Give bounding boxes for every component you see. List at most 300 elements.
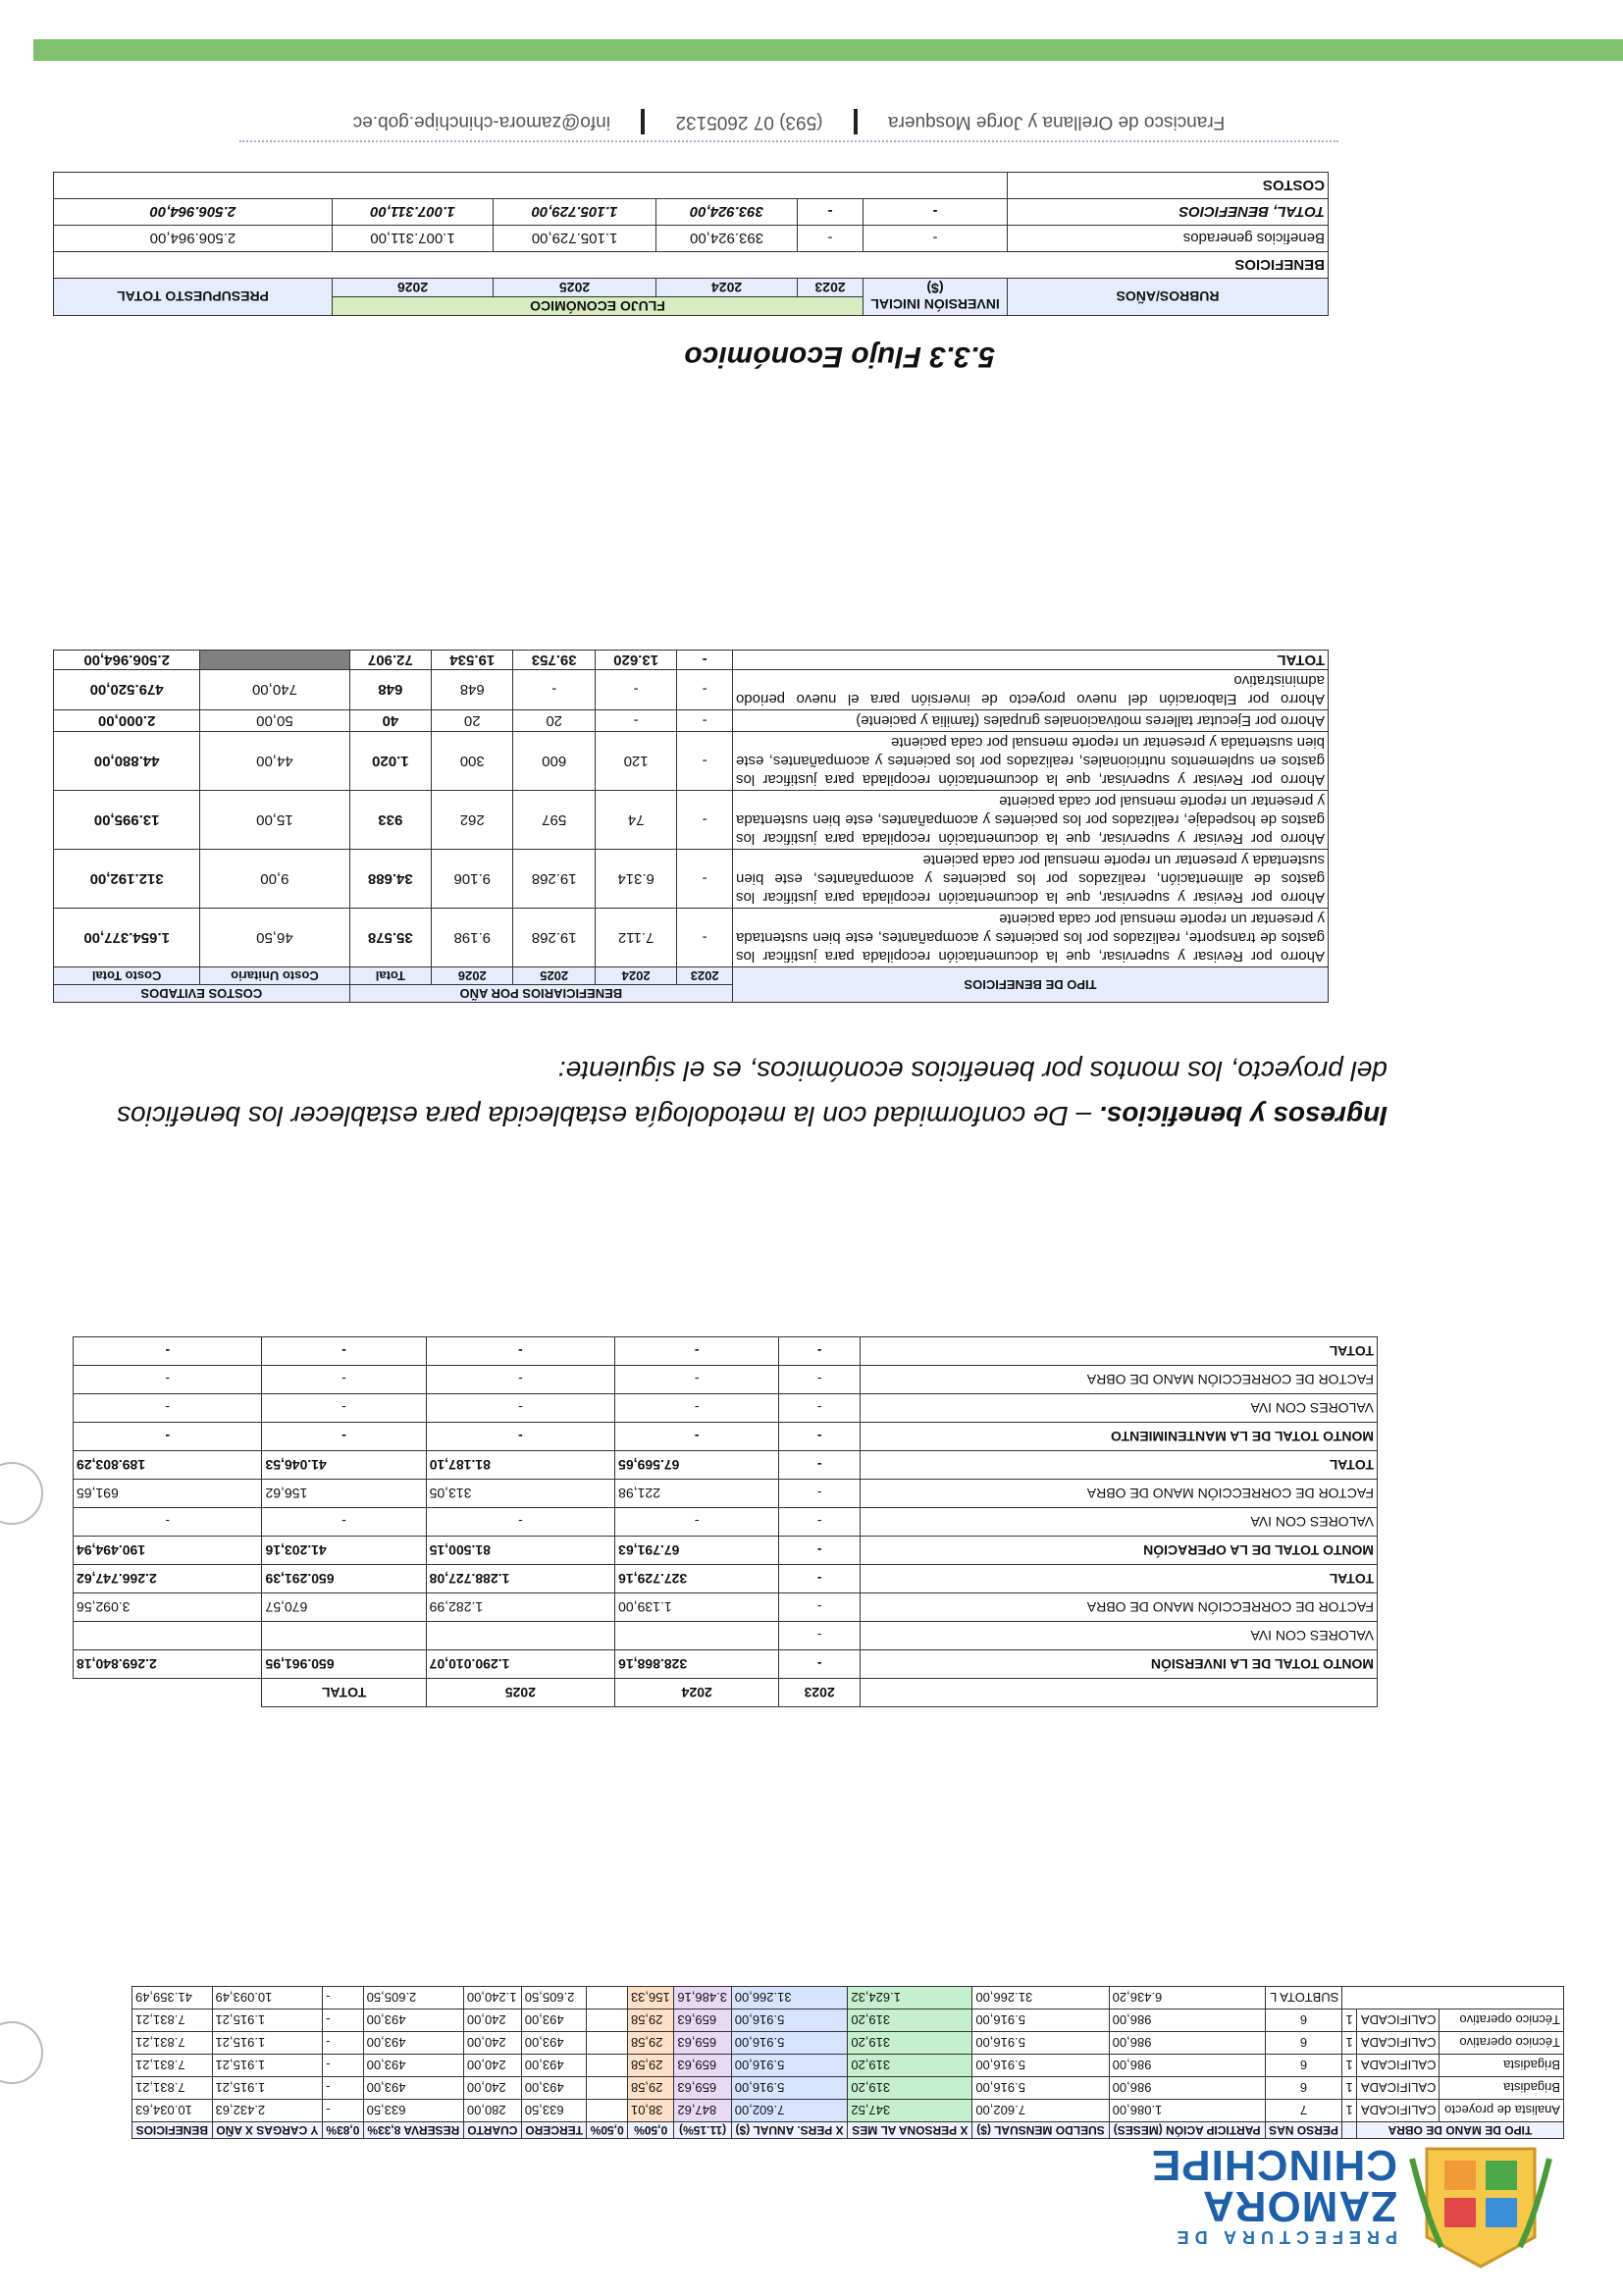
table-row bbox=[54, 199, 1329, 226]
salary-cell: Brigadista bbox=[1440, 2055, 1564, 2077]
investment-header-cell: 2025 bbox=[426, 1679, 614, 1707]
investment-cell: - bbox=[426, 1394, 614, 1423]
table-row bbox=[132, 2009, 1564, 2032]
benefit-cell: - bbox=[677, 710, 733, 732]
investment-cell: - bbox=[74, 1337, 262, 1366]
table-row bbox=[54, 710, 1329, 732]
total-row bbox=[54, 651, 1329, 670]
investment-cell: - bbox=[779, 1508, 861, 1537]
salary-cell: 493,00 bbox=[521, 2009, 587, 2032]
salary-cell: 5.916,00 bbox=[972, 2055, 1109, 2077]
salary-cell: 1.915,21 bbox=[212, 2077, 323, 2100]
brand-prefix: PREFECTURA DE bbox=[1171, 2227, 1397, 2247]
investment-cell: - bbox=[262, 1423, 426, 1451]
salary-cell: CALIFICADA bbox=[1356, 2032, 1440, 2055]
investment-cell: - bbox=[426, 1337, 614, 1366]
benefit-cell: 2.000,00 bbox=[54, 710, 200, 732]
investment-cell: - bbox=[262, 1394, 426, 1423]
salary-cell: 6 bbox=[1265, 2077, 1342, 2100]
salary-cell: 986,00 bbox=[1109, 2077, 1265, 2100]
benefit-cell: 300 bbox=[432, 732, 513, 791]
salary-cell: 847,62 bbox=[674, 2100, 731, 2122]
benefit-cell: 44,00 bbox=[200, 732, 349, 791]
salary-cell: 319,20 bbox=[848, 2032, 972, 2055]
salary-cell: CALIFICADA bbox=[1356, 2055, 1440, 2077]
salary-cell: 1 bbox=[1342, 2077, 1356, 2100]
investment-label: FACTOR DE CORRECCIÓN MANO DE OBRA bbox=[861, 1593, 1378, 1622]
flow-cell: - bbox=[864, 199, 1008, 226]
section-row bbox=[54, 173, 1329, 199]
salary-cell: Analista de proyecto bbox=[1440, 2100, 1564, 2122]
salary-cell bbox=[1342, 1987, 1564, 2009]
salary-cell: CALIFICADA bbox=[1356, 2077, 1440, 2100]
benefit-cell: - bbox=[677, 732, 733, 791]
benefit-cell: - bbox=[513, 670, 595, 710]
footer-address: Francisco de Orellana y Jorge Mosquera bbox=[888, 111, 1226, 132]
paragraph-text: – De conformidad con la metodología establecida para establecer los beneficios del proyecto, los montos por beneficios económicos, es el siguiente: bbox=[117, 1056, 1387, 1131]
salary-cell: 319,20 bbox=[848, 2055, 972, 2077]
investment-cell: - bbox=[615, 1423, 779, 1451]
salary-header-cell bbox=[1342, 2122, 1356, 2139]
benefit-cell: 1.020 bbox=[349, 732, 431, 791]
salary-cell: 986,00 bbox=[1109, 2032, 1265, 2055]
salary-cell: CALIFICADA bbox=[1356, 2100, 1440, 2122]
investment-label: FACTOR DE CORRECCIÓN MANO DE OBRA bbox=[861, 1480, 1378, 1508]
benefit-cell: 648 bbox=[349, 670, 431, 710]
benefit-cell: 50,00 bbox=[200, 710, 349, 732]
benefit-cell: 9.106 bbox=[432, 850, 513, 909]
investment-cell: - bbox=[615, 1337, 779, 1366]
investment-cell: - bbox=[615, 1394, 779, 1423]
flow-cell: 393.924,00 bbox=[656, 226, 798, 252]
salary-cell: 493,00 bbox=[363, 2077, 463, 2100]
investment-label: VALORES CON IVA bbox=[861, 1622, 1378, 1650]
salary-cell: 240,00 bbox=[463, 2055, 521, 2077]
investment-cell: - bbox=[779, 1480, 861, 1508]
flow-cell: 2.506.964,00 bbox=[54, 226, 333, 252]
flow-cell: 1.105.729,00 bbox=[494, 226, 656, 252]
investment-cell: 691,65 bbox=[74, 1480, 262, 1508]
footer-phone: (593) 07 2605132 bbox=[675, 111, 823, 132]
benefit-cell: - bbox=[595, 670, 676, 710]
table-row bbox=[132, 2100, 1564, 2122]
salary-cell: 493,00 bbox=[521, 2077, 587, 2100]
salary-header-cell: X PERS. ANUAL ($) bbox=[731, 2122, 848, 2139]
investment-cell: - bbox=[779, 1650, 861, 1679]
subtotal-cell: 1.240,00 bbox=[463, 1987, 521, 2009]
investment-cell: 1.288.727,08 bbox=[426, 1565, 614, 1593]
salary-cell: 5.916,00 bbox=[972, 2009, 1109, 2032]
investment-label: MONTO TOTAL DE LA OPERACIÓN bbox=[861, 1537, 1378, 1565]
investment-header-cell: 2023 bbox=[779, 1679, 861, 1707]
benefit-description: Ahorro por Revisar y supervisar, que la documentación recopilada para justificar los gastos de transporte, realizados por los pacientes y acompañantes, este bien sustentada y presentar un reporte mensual por cada paciente bbox=[733, 909, 1329, 967]
salary-cell: 240,00 bbox=[463, 2032, 521, 2055]
salary-cell: 7 bbox=[1265, 2100, 1342, 2122]
salary-cell: 493,00 bbox=[363, 2055, 463, 2077]
benefit-cell: 34.688 bbox=[349, 850, 431, 909]
investment-cell: - bbox=[779, 1622, 861, 1650]
table-row bbox=[74, 1537, 1378, 1565]
salary-cell: 7.831,21 bbox=[132, 2032, 213, 2055]
salary-header-cell: 0,50% bbox=[587, 2122, 628, 2139]
flow-section-label: BENEFICIOS bbox=[54, 252, 1329, 279]
benefit-total-cell: - bbox=[677, 651, 733, 670]
table-row bbox=[132, 2055, 1564, 2077]
subtotal-cell: 6.436,20 bbox=[1109, 1987, 1265, 2009]
salary-cell: 1.915,21 bbox=[212, 2009, 323, 2032]
subtotal-cell: 31.266,00 bbox=[972, 1987, 1109, 2009]
investment-cell: - bbox=[779, 1423, 861, 1451]
investment-cell: 650.961,95 bbox=[262, 1650, 426, 1679]
salary-cell: 240,00 bbox=[463, 2077, 521, 2100]
investment-label: FACTOR DE CORRECCIÓN MANO DE OBRA bbox=[861, 1366, 1378, 1394]
flow-table bbox=[53, 172, 1329, 316]
salary-cell: 7.831,21 bbox=[132, 2077, 213, 2100]
investment-label: TOTAL bbox=[861, 1337, 1378, 1366]
investment-cell: - bbox=[426, 1366, 614, 1394]
investment-label: TOTAL bbox=[861, 1451, 1378, 1480]
salary-cell: 659,63 bbox=[674, 2055, 731, 2077]
salary-cell: 7.602,00 bbox=[731, 2100, 848, 2122]
header-beneficiarios: BENEFICIARIOS POR AÑO bbox=[349, 985, 732, 1003]
subtotal-cell: 3.486,16 bbox=[674, 1987, 731, 2009]
benefits-subheader: Costo Unitario bbox=[200, 967, 349, 985]
salary-cell: - bbox=[323, 2077, 364, 2100]
benefit-description: Ahorro por Elaboración del nuevo proyecto de inversión para el nuevo periodo administrativo bbox=[733, 670, 1329, 710]
flow-year: 2025 bbox=[494, 279, 656, 297]
investment-cell: 327.729,16 bbox=[615, 1565, 779, 1593]
salary-cell: 1 bbox=[1342, 2055, 1356, 2077]
benefit-total-cell bbox=[200, 651, 349, 670]
investment-cell: - bbox=[74, 1508, 262, 1537]
salary-cell: 1.086,00 bbox=[1109, 2100, 1265, 2122]
salary-cell: 633,50 bbox=[363, 2100, 463, 2122]
investment-cell: - bbox=[262, 1508, 426, 1537]
investment-cell: 313,05 bbox=[426, 1480, 614, 1508]
salary-cell: 633,50 bbox=[521, 2100, 587, 2122]
salary-cell: 240,00 bbox=[463, 2009, 521, 2032]
table-row bbox=[74, 1480, 1378, 1508]
salary-cell: 5.916,00 bbox=[731, 2009, 848, 2032]
header-flujo: FLUJO ECONÓMICO bbox=[332, 297, 863, 316]
benefit-description: Ahorro por Revisar y supervisar, que la documentación recopilada para justificar los gastos de hospedaje, realizados por los pacientes y acompañantes, este bien sustentada y presentar un reporte mensual por cada paciente bbox=[733, 791, 1329, 850]
investment-cell: - bbox=[615, 1366, 779, 1394]
salary-cell bbox=[587, 2100, 628, 2122]
table-row bbox=[74, 1423, 1378, 1451]
benefits-subheader: 2023 bbox=[677, 967, 733, 985]
salary-cell: 1 bbox=[1342, 2032, 1356, 2055]
investment-header-cell bbox=[861, 1679, 1378, 1707]
investment-cell: 67.791,63 bbox=[615, 1537, 779, 1565]
table-row bbox=[54, 909, 1329, 967]
benefit-description: Ahorro por Revisar y supervisar, que la documentación recopilada para justificar los gastos en suplementos nutricionales, realizados por los pacientes y acompañantes, este bien sustentada y presentar un reporte mensual por cada paciente bbox=[733, 732, 1329, 791]
investment-cell: 3.092,56 bbox=[74, 1593, 262, 1622]
salary-header-cell: BENEFICIOS bbox=[132, 2122, 213, 2139]
investment-cell: 2.269.840,18 bbox=[74, 1650, 262, 1679]
header-rubros: RUBROS/AÑOS bbox=[1008, 279, 1329, 316]
investment-cell: 190.494,94 bbox=[74, 1537, 262, 1565]
benefit-cell: 20 bbox=[432, 710, 513, 732]
investment-cell: 1.290.010,07 bbox=[426, 1650, 614, 1679]
benefit-cell: - bbox=[677, 791, 733, 850]
investment-cell: - bbox=[779, 1451, 861, 1480]
salary-cell: - bbox=[323, 2055, 364, 2077]
subtotal-cell: 41.359,49 bbox=[132, 1987, 213, 2009]
benefit-cell: 19.268 bbox=[513, 850, 595, 909]
subtotal-cell: - bbox=[323, 1987, 364, 2009]
flow-cell: TOTAL, BENEFICIOS bbox=[1008, 199, 1329, 226]
benefit-cell: 7.112 bbox=[595, 909, 676, 967]
salary-header-cell: SUELDO MENSUAL ($) bbox=[972, 2122, 1109, 2139]
salary-cell: 5.916,00 bbox=[731, 2032, 848, 2055]
table-row bbox=[54, 670, 1329, 710]
investment-cell: - bbox=[74, 1394, 262, 1423]
subtotal-cell: 2.605,50 bbox=[521, 1987, 587, 2009]
investment-cell: - bbox=[779, 1593, 861, 1622]
investment-cell: 221,98 bbox=[615, 1480, 779, 1508]
benefit-total-cell: 19.534 bbox=[432, 651, 513, 670]
salary-cell: 29,58 bbox=[627, 2009, 673, 2032]
benefit-cell: 9.198 bbox=[432, 909, 513, 967]
investment-cell: 1.282,99 bbox=[426, 1593, 614, 1622]
benefit-cell: 35.578 bbox=[349, 909, 431, 967]
salary-cell: 29,58 bbox=[627, 2055, 673, 2077]
table-row bbox=[132, 2077, 1564, 2100]
salary-header-cell: Y CARGAS X AÑO bbox=[212, 2122, 323, 2139]
section-row bbox=[54, 252, 1329, 279]
brand bbox=[1150, 2141, 1397, 2247]
subtotal-cell: SUBTOTA L bbox=[1265, 1987, 1342, 2009]
table-row bbox=[132, 2032, 1564, 2055]
salary-header-cell: CUARTO bbox=[463, 2122, 521, 2139]
salary-cell: 1 bbox=[1342, 2009, 1356, 2032]
benefits-subheader: Costo Total bbox=[54, 967, 200, 985]
benefit-cell: 933 bbox=[349, 791, 431, 850]
investment-cell: - bbox=[779, 1394, 861, 1423]
salary-cell: - bbox=[323, 2100, 364, 2122]
investment-header-cell: 2024 bbox=[615, 1679, 779, 1707]
salary-cell: 7.831,21 bbox=[132, 2009, 213, 2032]
salary-cell: 659,63 bbox=[674, 2032, 731, 2055]
benefit-total-cell: 39.753 bbox=[513, 651, 595, 670]
benefit-cell: 74 bbox=[595, 791, 676, 850]
salary-header-cell: X PERSONA AL MES bbox=[848, 2122, 972, 2139]
brand-line-2: CHINCHIPE bbox=[1150, 2141, 1397, 2189]
salary-cell: CALIFICADA bbox=[1356, 2009, 1440, 2032]
salary-cell bbox=[587, 2077, 628, 2100]
benefit-cell: 44.880,00 bbox=[54, 732, 200, 791]
benefits-subheader: 2025 bbox=[513, 967, 595, 985]
investment-cell: 189.803,29 bbox=[74, 1451, 262, 1480]
footer-separator bbox=[641, 109, 645, 134]
investment-label: TOTAL bbox=[861, 1565, 1378, 1593]
table-row bbox=[54, 791, 1329, 850]
salary-cell: 6 bbox=[1265, 2032, 1342, 2055]
investment-cell: - bbox=[426, 1508, 614, 1537]
footer-separator bbox=[854, 109, 858, 134]
benefit-cell: 740,00 bbox=[200, 670, 349, 710]
salary-cell bbox=[587, 2009, 628, 2032]
investment-cell: 81.187,10 bbox=[426, 1451, 614, 1480]
salary-header-cell: 0,50% bbox=[627, 2122, 673, 2139]
subtotal-cell: 10.093,49 bbox=[212, 1987, 323, 2009]
subtotal-cell: 2.605,50 bbox=[363, 1987, 463, 2009]
investment-cell: - bbox=[779, 1537, 861, 1565]
salary-cell: 6 bbox=[1265, 2055, 1342, 2077]
salary-header-cell: 0,83% bbox=[323, 2122, 364, 2139]
salary-header-cell: RESERVA 8,33% bbox=[363, 2122, 463, 2139]
salary-cell: 7.602,00 bbox=[972, 2100, 1109, 2122]
salary-cell: 5.916,00 bbox=[972, 2032, 1109, 2055]
table-row bbox=[74, 1508, 1378, 1537]
header-presupuesto: PRESUPUESTO TOTAL bbox=[54, 279, 333, 316]
investment-cell: - bbox=[74, 1423, 262, 1451]
flow-cell: - bbox=[798, 199, 864, 226]
salary-cell: 493,00 bbox=[363, 2009, 463, 2032]
investment-cell: 650.291,39 bbox=[262, 1565, 426, 1593]
section-title: 5.3.3 Flujo Económico bbox=[684, 340, 995, 373]
flow-cell: 1.007.311,00 bbox=[332, 199, 493, 226]
salary-cell: Técnico operativo bbox=[1440, 2032, 1564, 2055]
benefit-cell: 262 bbox=[432, 791, 513, 850]
investment-cell: 67.569,65 bbox=[615, 1451, 779, 1480]
header bbox=[53, 2139, 1564, 2276]
salary-cell: 986,00 bbox=[1109, 2009, 1265, 2032]
salary-cell: 280,00 bbox=[463, 2100, 521, 2122]
flow-cell: Beneficios generados bbox=[1008, 226, 1329, 252]
salary-cell: 6 bbox=[1265, 2009, 1342, 2032]
investment-cell: - bbox=[779, 1565, 861, 1593]
flow-year: 2024 bbox=[656, 279, 798, 297]
salary-cell: 29,58 bbox=[627, 2077, 673, 2100]
benefit-description: Ahorro por Revisar y supervisar, que la documentación recopilada para justificar los gastos de alimentación, realizados por los pacientes y acompañantes, este bien sustentada y presentar un reporte mensual por cada paciente bbox=[733, 850, 1329, 909]
flow-cell: 1.105.729,00 bbox=[494, 199, 656, 226]
benefit-total-cell: 72.907 bbox=[349, 651, 431, 670]
flow-cell: - bbox=[864, 226, 1008, 252]
benefit-cell: 9,00 bbox=[200, 850, 349, 909]
salary-cell: 493,00 bbox=[363, 2032, 463, 2055]
salary-cell: 1.915,21 bbox=[212, 2055, 323, 2077]
investment-cell: - bbox=[779, 1337, 861, 1366]
investment-cell: 2.266.747,62 bbox=[74, 1565, 262, 1593]
salary-cell: 2.432,63 bbox=[212, 2100, 323, 2122]
investment-cell bbox=[426, 1622, 614, 1650]
subtotal-cell: 31.266,00 bbox=[731, 1987, 848, 2009]
flow-cell: 393.924,00 bbox=[656, 199, 798, 226]
benefits-subheader: 2024 bbox=[595, 967, 676, 985]
table-row bbox=[74, 1650, 1378, 1679]
subtotal-cell bbox=[587, 1987, 628, 2009]
salary-table bbox=[131, 1986, 1564, 2139]
investment-cell bbox=[262, 1622, 426, 1650]
salary-cell: 659,63 bbox=[674, 2009, 731, 2032]
salary-cell bbox=[587, 2055, 628, 2077]
investment-label: VALORES CON IVA bbox=[861, 1508, 1378, 1537]
header-costos-evitados: COSTOS EVITADOS bbox=[54, 985, 350, 1003]
footer-green-bar bbox=[33, 39, 1623, 61]
salary-cell: - bbox=[323, 2032, 364, 2055]
investment-label: MONTO TOTAL DE LA MANTENIMIENTO bbox=[861, 1423, 1378, 1451]
benefit-total-cell: 13.620 bbox=[595, 651, 676, 670]
salary-cell: 319,20 bbox=[848, 2077, 972, 2100]
salary-header-cell: TERCERO bbox=[521, 2122, 587, 2139]
investment-cell: - bbox=[74, 1366, 262, 1394]
flow-section-label: COSTOS bbox=[1008, 173, 1329, 199]
benefit-cell: 6.314 bbox=[595, 850, 676, 909]
salary-cell: 1 bbox=[1342, 2100, 1356, 2122]
header-tipo: TIPO DE BENEFICIOS bbox=[733, 967, 1329, 1003]
investment-cell: - bbox=[779, 1366, 861, 1394]
investment-cell: 328.868,16 bbox=[615, 1650, 779, 1679]
salary-cell: - bbox=[323, 2009, 364, 2032]
paragraph-lead: Ingresos y beneficios. bbox=[1098, 1101, 1387, 1131]
prefecture-logo-icon bbox=[1407, 2139, 1554, 2276]
benefit-cell: 40 bbox=[349, 710, 431, 732]
salary-header-cell: PARTICIP ACIÓN (MESES) bbox=[1109, 2122, 1265, 2139]
salary-cell: 5.916,00 bbox=[731, 2055, 848, 2077]
investment-cell: 81.500,15 bbox=[426, 1537, 614, 1565]
flow-year: 2023 bbox=[798, 279, 864, 297]
benefit-cell: 312.192,00 bbox=[54, 850, 200, 909]
benefit-cell: - bbox=[595, 710, 676, 732]
flow-cell bbox=[54, 173, 1008, 199]
subtotal-row bbox=[132, 1987, 1564, 2009]
footer-email: info@zamora-chinchipe.gob.ec bbox=[352, 111, 610, 132]
investment-cell: - bbox=[262, 1337, 426, 1366]
salary-cell: 493,00 bbox=[521, 2032, 587, 2055]
table-row bbox=[54, 226, 1329, 252]
salary-cell: 1.915,21 bbox=[212, 2032, 323, 2055]
table-row bbox=[74, 1337, 1378, 1366]
salary-header-cell: PERSO NAS bbox=[1265, 2122, 1342, 2139]
benefit-total-cell: TOTAL bbox=[733, 651, 1329, 670]
flow-cell: 1.007.311,00 bbox=[332, 226, 493, 252]
salary-cell: 5.916,00 bbox=[731, 2077, 848, 2100]
salary-cell bbox=[587, 2032, 628, 2055]
salary-cell: Brigadista bbox=[1440, 2077, 1564, 2100]
table-row bbox=[74, 1593, 1378, 1622]
salary-cell: 319,20 bbox=[848, 2009, 972, 2032]
benefit-cell: 479.520,00 bbox=[54, 670, 200, 710]
benefits-paragraph bbox=[92, 1048, 1387, 1138]
benefit-cell: 13.995,00 bbox=[54, 791, 200, 850]
flow-cell: 2.506.964,00 bbox=[54, 199, 333, 226]
benefit-cell: 120 bbox=[595, 732, 676, 791]
table-row bbox=[54, 732, 1329, 791]
table-row bbox=[54, 850, 1329, 909]
investment-table bbox=[73, 1336, 1378, 1707]
salary-cell: 493,00 bbox=[521, 2055, 587, 2077]
investment-cell: 156,62 bbox=[262, 1480, 426, 1508]
table-row bbox=[74, 1394, 1378, 1423]
investment-cell: - bbox=[615, 1508, 779, 1537]
investment-cell bbox=[74, 1622, 262, 1650]
salary-cell: 986,00 bbox=[1109, 2055, 1265, 2077]
investment-cell: - bbox=[426, 1423, 614, 1451]
investment-cell: - bbox=[262, 1366, 426, 1394]
benefit-cell: 19.268 bbox=[513, 909, 595, 967]
table-row bbox=[74, 1565, 1378, 1593]
investment-cell bbox=[615, 1622, 779, 1650]
investment-cell: 670,57 bbox=[262, 1593, 426, 1622]
investment-cell: 41.046,53 bbox=[262, 1451, 426, 1480]
salary-header-cell: TIPO DE MANO DE OBRA bbox=[1356, 2122, 1563, 2139]
investment-cell: 41.203,16 bbox=[262, 1537, 426, 1565]
subtotal-cell: 1.624,32 bbox=[848, 1987, 972, 2009]
benefit-cell: 20 bbox=[513, 710, 595, 732]
benefit-description: Ahorro por Ejecutar talleres motivacionales grupales (familia y paciente) bbox=[733, 710, 1329, 732]
salary-header-cell: (11.15%) bbox=[674, 2122, 731, 2139]
